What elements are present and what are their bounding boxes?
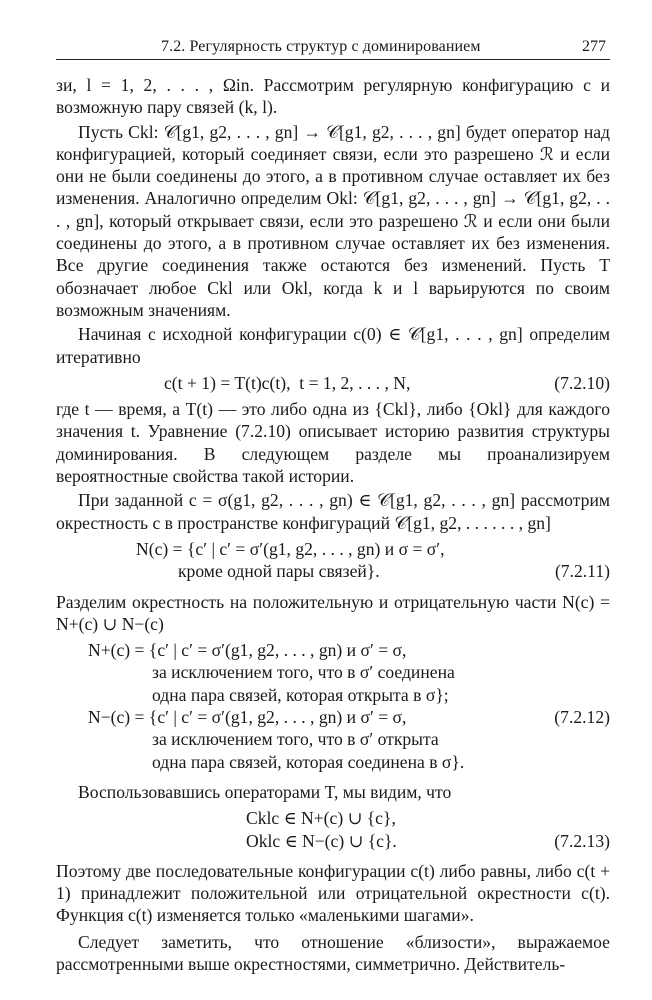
equation-7-2-13 [56, 807, 610, 852]
paragraph-5: При заданной c = σ(g1, g2, . . . , gn) ∈ 𝒞[g1, g2, . . . , gn] рассмотрим окрестность c в пространстве конфигураций 𝒞[g1, g2, . . . . . . , gn] [56, 490, 610, 533]
paragraph-7: Воспользовавшись операторами T, мы видим, что [78, 781, 452, 802]
paragraph-4: где t — время, а T(t) — это либо одна из {Ckl}, либо {Okl} для каждого значения t. Уравнение (7.2.10) описывает историю развития структуры доминирования. В следующем разделе мы проанализируем вероятностные свойства такой истории. [56, 399, 610, 487]
section-title: 7.2. Регулярность структур с доминированием [161, 38, 481, 55]
paragraph-3: Начиная с исходной конфигурации c(0) ∈ 𝒞[g1, . . . , gn] определим итеративно [56, 324, 610, 367]
equation-line: кроме одной пары связей}. [178, 561, 380, 582]
paragraph-9: Следует заметить, что отношение «близости», выражаемое рассмотренными выше окрестностями, симметрично. Действитель- [56, 931, 610, 974]
equation-number: (7.2.13) [554, 830, 610, 851]
equation-line: Cklc ∈ N+(c) ∪ {c}, [246, 808, 396, 829]
equation-line: N−(c) = {c′ | c′ = σ′(g1, g2, . . . , gn) и σ′ = σ, [88, 707, 407, 728]
paragraph-8: Поэтому две последовательные конфигурации c(t) либо равны, либо c(t + 1) принадлежит положительной или отрицательной окрестности c(t). Функция c(t) изменяется только «маленькими шагами». [56, 860, 610, 926]
equation-7-2-11 [56, 538, 610, 583]
paragraph-1: зи, l = 1, 2, . . . , Ωin. Рассмотрим регулярную конфигурацию c и возможную пару связей (k, l). [56, 75, 610, 118]
paragraph-6: Разделим окрестность на положительную и отрицательную части N(c) = N+(c) ∪ N−(c) [56, 591, 610, 634]
equation-number: (7.2.10) [554, 372, 610, 393]
running-header [56, 38, 610, 60]
equation-expression: c(t + 1) = T(t)c(t), t = 1, 2, . . . , N, [164, 372, 411, 393]
equation-line: одна пара связей, которая открыта в σ}; [152, 684, 449, 705]
page-number: 277 [582, 38, 606, 55]
equation-number: (7.2.12) [554, 707, 610, 728]
equation-line: за исключением того, что в σ′ соединена [152, 662, 455, 683]
equation-line: N+(c) = {c′ | c′ = σ′(g1, g2, . . . , gn) и σ′ = σ, [88, 640, 407, 661]
equation-7-2-10 [56, 372, 610, 394]
equation-line: N(c) = {c′ | c′ = σ′(g1, g2, . . . , gn) и σ = σ′, [136, 538, 445, 559]
equation-line: одна пара связей, которая соединена в σ}. [152, 751, 465, 772]
equation-7-2-12 [56, 639, 610, 773]
equation-line: Oklc ∈ N−(c) ∪ {c}. [246, 830, 397, 851]
equation-line: за исключением того, что в σ′ открыта [152, 729, 439, 750]
paragraph-2: Пусть Ckl: 𝒞[g1, g2, . . . , gn] → 𝒞[g1, g2, . . . , gn] будет оператор над конфигурацией, который соединяет связи, если это разрешено ℛ и если они не были соединены до этого, а в противном случае оставляет их без изменения. Аналогично определим Okl: 𝒞[g1, g2, . . . , gn] → 𝒞[g1, g2, . . . , gn], который открывает связи, если это разрешено ℛ и если они были соединены до этого, а в противном случае оставляет их без изменения. Все другие соединения также остаются без изменений. Пусть T обозначает любое Ckl или Okl, когда k и l варьируются по своим возможным значениям. [56, 121, 610, 320]
equation-number: (7.2.11) [554, 561, 610, 582]
